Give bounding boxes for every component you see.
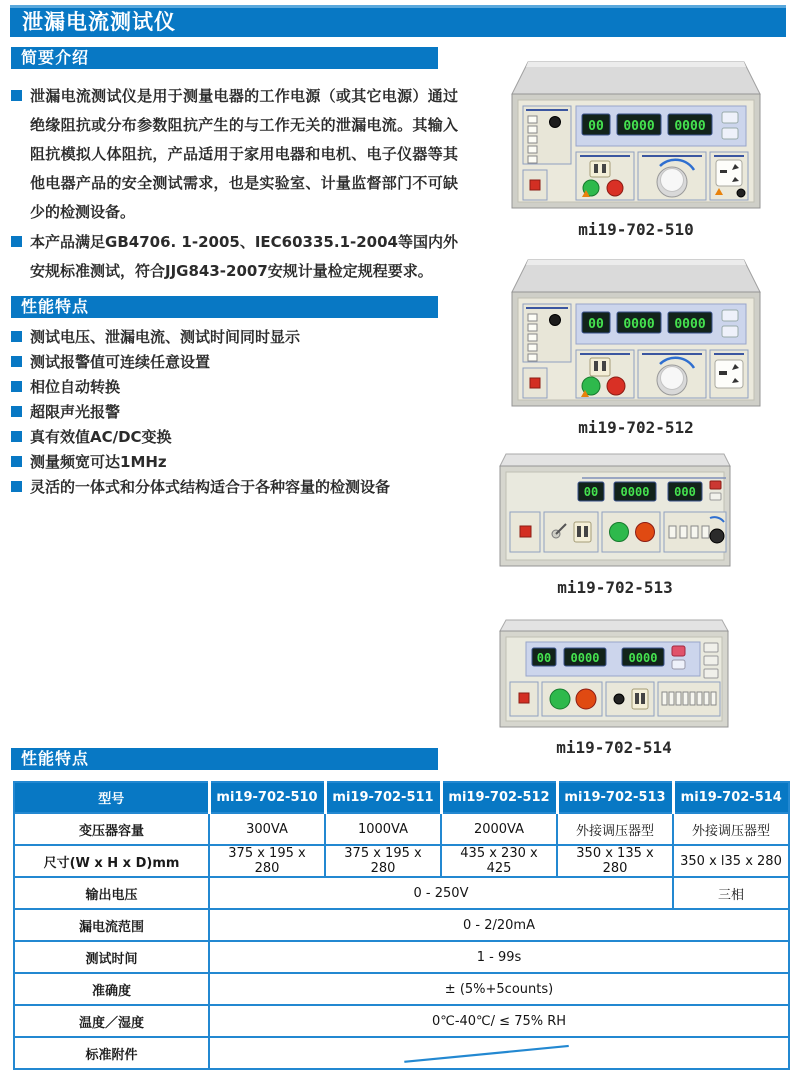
product-model-label: mi19-702-510 xyxy=(578,220,694,239)
feature-text: 测试报警值可连续任意设置 xyxy=(30,353,211,371)
spec-cell: 1 - 99s xyxy=(209,941,789,973)
product-model-label: mi19-702-514 xyxy=(556,738,672,757)
spec-header-cell: mi19-702-513 xyxy=(557,782,673,813)
section-heading-specs: 性能特点 xyxy=(11,748,438,770)
intro-bullet-text: 泄漏电流测试仪是用于测量电器的工作电源（或其它电源）通过绝缘阻抗或分布参数阻抗产生的与工作无关的泄漏电流。其输入阻抗模拟人体阻抗，产品适用于家用电器和电机、电子仪器等其他电器产品的安全测试需求，也是实验室、计量监督部门不可缺少的检测设备。 xyxy=(30,87,458,221)
spec-row-label: 温度／湿度 xyxy=(14,1005,209,1037)
svg-text:00: 00 xyxy=(583,485,599,499)
spec-header-cell: mi19-702-514 xyxy=(673,782,789,813)
spec-cell: 1000VA xyxy=(325,813,441,845)
feature-text: 超限声光报警 xyxy=(30,403,121,421)
bullet-square-icon xyxy=(11,431,22,442)
intro-bullet xyxy=(11,228,458,286)
feature-item xyxy=(11,452,458,472)
spec-cell-standard-accessory xyxy=(209,1037,789,1069)
bullet-square-icon xyxy=(11,406,22,417)
bullet-square-icon xyxy=(11,381,22,392)
feature-item xyxy=(11,377,458,397)
bullet-square-icon xyxy=(11,236,22,247)
spec-header-cell: mi19-702-511 xyxy=(325,782,441,813)
slash-line-icon xyxy=(210,1038,788,1068)
intro-paragraphs xyxy=(11,82,458,287)
bullet-square-icon xyxy=(11,456,22,467)
spec-cell: 外接调压器型 xyxy=(557,813,673,845)
svg-text:0000: 0000 xyxy=(620,485,650,499)
feature-item xyxy=(11,402,458,422)
spec-cell: 350 x l35 x 280 xyxy=(673,845,789,877)
spec-row-label: 尺寸(W x H x D)mm xyxy=(14,845,209,877)
feature-item xyxy=(11,427,458,447)
spec-cell: 435 x 230 x 425 xyxy=(441,845,557,877)
spec-header-row xyxy=(14,782,789,813)
spec-cell: 350 x 135 x 280 xyxy=(557,845,673,877)
product-image-leakage-tester-514 xyxy=(488,618,740,730)
spec-cell: 0℃-40℃/ ≤ 75% RH xyxy=(209,1005,789,1037)
spec-row xyxy=(14,1005,789,1037)
spec-row-label: 准确度 xyxy=(14,973,209,1005)
bullet-square-icon xyxy=(11,90,22,101)
svg-text:0000: 0000 xyxy=(674,317,706,332)
intro-bullet-text: 本产品满足GB4706. 1-2005、IEC60335.1-2004等国内外安规标准测试，符合JJG843-2007安规计量检定规程要求。 xyxy=(30,233,458,280)
spec-table xyxy=(13,781,790,1070)
svg-text:0000: 0000 xyxy=(570,651,600,665)
spec-cell: 三相 xyxy=(673,877,789,909)
feature-text: 测量频宽可达1MHz xyxy=(30,453,167,471)
spec-cell: 2000VA xyxy=(441,813,557,845)
spec-row-label: 变压器容量 xyxy=(14,813,209,845)
bullet-square-icon xyxy=(11,481,22,492)
spec-row-label: 漏电流范围 xyxy=(14,909,209,941)
feature-text: 相位自动转换 xyxy=(30,378,121,396)
spec-header-cell: 型号 xyxy=(14,782,209,813)
product-figure-512 xyxy=(498,258,774,437)
feature-item xyxy=(11,327,458,347)
svg-text:0000: 0000 xyxy=(623,317,655,332)
spec-row xyxy=(14,973,789,1005)
svg-text:000: 000 xyxy=(674,485,696,499)
svg-text:00: 00 xyxy=(588,119,604,134)
spec-cell: 300VA xyxy=(209,813,325,845)
page-title: 泄漏电流测试仪 xyxy=(22,10,176,34)
spec-row-label: 标准附件 xyxy=(14,1037,209,1069)
spec-cell: 0 - 250V xyxy=(209,877,673,909)
spec-row xyxy=(14,845,789,877)
spec-cell: ± (5%+5counts) xyxy=(209,973,789,1005)
product-model-label: mi19-702-512 xyxy=(578,418,694,437)
spec-row xyxy=(14,909,789,941)
spec-row xyxy=(14,813,789,845)
spec-header-cell: mi19-702-512 xyxy=(441,782,557,813)
feature-item xyxy=(11,352,458,372)
section-heading-features: 性能特点 xyxy=(11,296,438,318)
spec-row-label: 输出电压 xyxy=(14,877,209,909)
svg-text:00: 00 xyxy=(588,317,604,332)
svg-text:0000: 0000 xyxy=(674,119,706,134)
product-image-leakage-tester-510 xyxy=(498,60,774,212)
spec-row-label: 测试时间 xyxy=(14,941,209,973)
spec-row xyxy=(14,941,789,973)
spec-cell: 0 - 2/20mA xyxy=(209,909,789,941)
feature-text: 灵活的一体式和分体式结构适合于各种容量的检测设备 xyxy=(30,478,391,496)
feature-text: 真有效值AC/DC变换 xyxy=(30,428,172,446)
product-figure-514 xyxy=(488,618,740,757)
feature-text: 测试电压、泄漏电流、测试时间同时显示 xyxy=(30,328,301,346)
intro-bullet xyxy=(11,82,458,227)
product-figure-510 xyxy=(498,60,774,239)
features-list xyxy=(11,327,458,502)
product-model-label: mi19-702-513 xyxy=(557,578,673,597)
svg-text:00: 00 xyxy=(536,651,552,665)
product-image-leakage-tester-512 xyxy=(498,258,774,410)
spec-cell: 375 x 195 x 280 xyxy=(325,845,441,877)
section-heading-intro: 简要介绍 xyxy=(11,47,438,69)
product-figure-513 xyxy=(486,452,744,597)
spec-header-cell: mi19-702-510 xyxy=(209,782,325,813)
bullet-square-icon xyxy=(11,331,22,342)
svg-text:0000: 0000 xyxy=(628,651,658,665)
page-title-bar xyxy=(10,5,786,37)
feature-item xyxy=(11,477,458,497)
product-image-leakage-tester-513 xyxy=(486,452,744,570)
bullet-square-icon xyxy=(11,356,22,367)
spec-row xyxy=(14,877,789,909)
spec-cell: 外接调压器型 xyxy=(673,813,789,845)
spec-cell: 375 x 195 x 280 xyxy=(209,845,325,877)
svg-text:0000: 0000 xyxy=(623,119,655,134)
spec-row xyxy=(14,1037,789,1069)
